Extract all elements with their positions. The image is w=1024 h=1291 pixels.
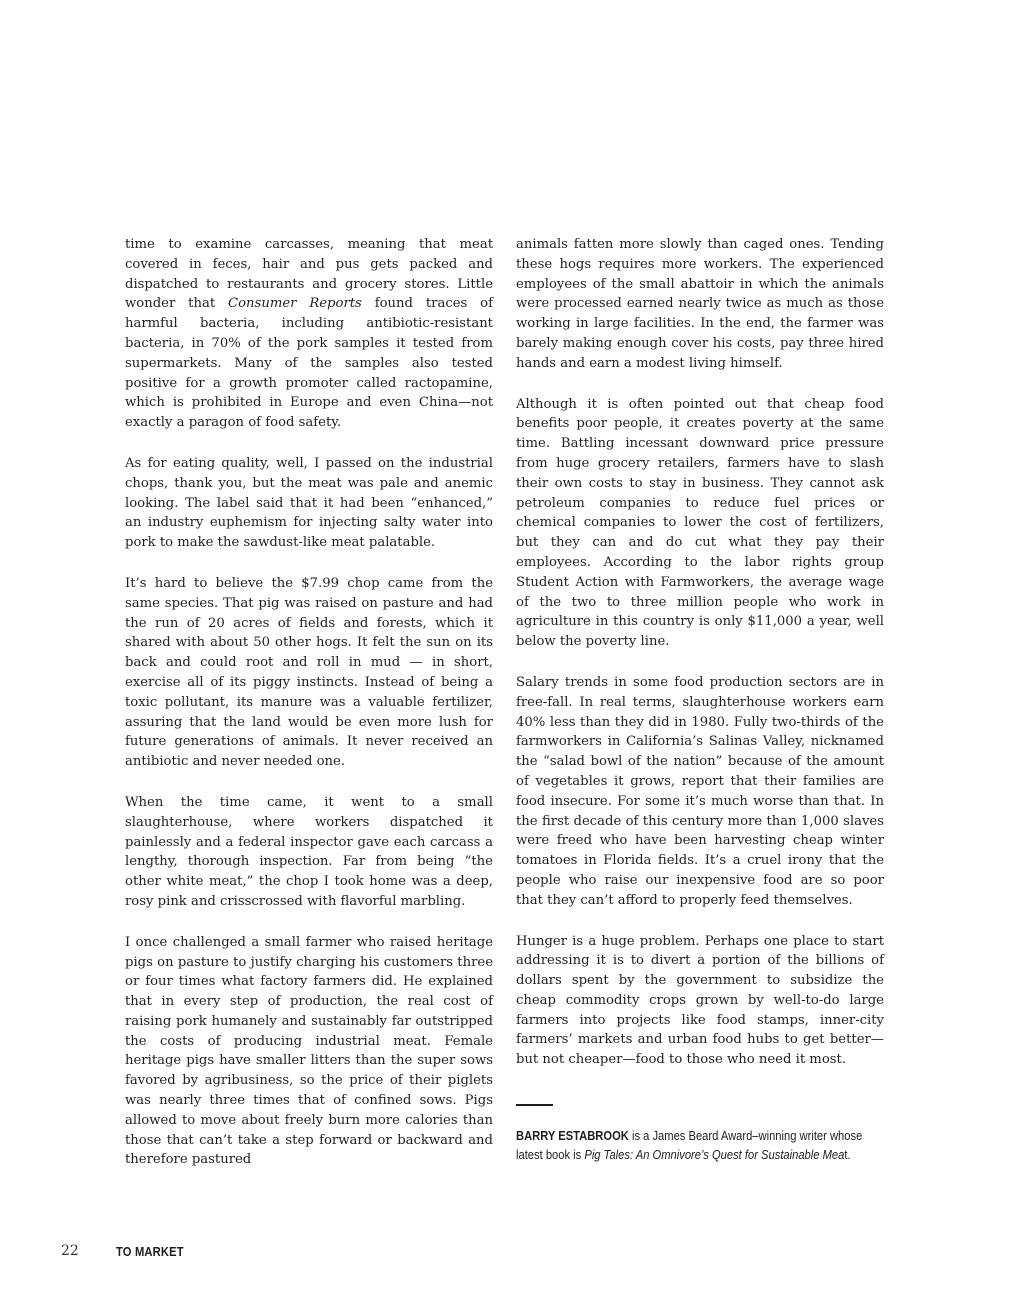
author-bio: BARRY ESTABROOK is a James Beard Award–winning writer whose latest book is Pig Tales: An Omnivore’s Quest for Sustainable Meat.	[516, 1128, 863, 1163]
section-name: TO MARKET	[116, 1244, 184, 1259]
author-name: BARRY ESTABROOK	[516, 1128, 629, 1144]
paragraph: When the time came, it went to a small slaughterhouse, where workers dispatched it painlessly and a federal inspector gave each carcass a lengthy, thorough inspection. Far from being “the other white meat,” the chop I took home was a deep, rosy pink and crisscrossed with flavorful marbling.	[125, 794, 493, 909]
paragraph: I once challenged a small farmer who raised heritage pigs on pasture to justify charging his customers three or four times what factory farmers did. He explained that in every step of production, the real cost of raising pork humanely and sustainably far outstripped the costs of producing industrial meat. Female heritage pigs have smaller litters than the super sows favored by agribusiness, so the price of their piglets was nearly three times that of confined sows. Pigs allowed to move about freely burn more calories than those that can’t take a step forward or backward and therefore pastured	[125, 934, 493, 1168]
paragraph: As for eating quality, well, I passed on the industrial chops, thank you, but the meat was pale and anemic looking. The label said that it had been “enhanced,” an industry euphemism for injecting salty water into pork to make the sawdust-like meat palatable.	[125, 455, 493, 551]
paragraph: Although it is often pointed out that cheap food benefits poor people, it creates poverty at the same time. Battling incessant downward price pressure from huge grocery retailers, farmers have to slash their own costs to stay in business. They cannot ask petroleum companies to reduce fuel prices or chemical companies to lower the cost of fertilizers, but they can and do cut what they pay their employees. According to the labor rights group Student Action with Farmworkers, the average wage of the two to three million people who work in agriculture in this country is only $11,000 a year, well below the poverty line.	[516, 396, 884, 650]
paragraph: animals fatten more slowly than caged ones. Tending these hogs requires more workers. The experienced employees of the small abattoir in which the animals were processed earned nearly twice as much as those working in large facilities. In the end, the farmer was barely making enough cover his costs, pay three hired hands and earn a modest living himself.	[516, 237, 884, 371]
publication-name: Consumer Reports	[228, 296, 362, 312]
bio-divider	[516, 1104, 553, 1106]
book-title: Pig Tales: An Omnivore’s Quest for Sustainable Mea	[584, 1147, 845, 1163]
page-footer	[0, 1243, 1024, 1263]
paragraph: Salary trends in some food production sectors are in free-fall. In real terms, slaughterhouse workers earn 40% less than they did in 1980. Fully two-thirds of the farmworkers in California’s Salinas Valley, nicknamed the “salad bowl of the nation” because of the amount of vegetables it grows, report that their families are food insecure. For some it’s much worse than that. In the first decade of this century more than 1,000 slaves were freed who have been harvesting cheap winter tomatoes in Florida fields. It’s a cruel irony that the people who raise our inexpensive food are so poor that they can’t afford to properly feed themselves.	[516, 674, 884, 908]
paragraph: Hunger is a huge problem. Perhaps one place to start addressing it is to divert a portion of the billions of dollars spent by the government to subsidize the cheap commodity crops grown by well-to-do large farmers into projects like food stamps, inner-city farmers’ markets and urban food hubs to get better—but not cheaper—food to those who need it most.	[516, 933, 884, 1068]
paragraph: It’s hard to believe the $7.99 chop came from the same species. That pig was raised on pasture and had the run of 20 acres of fields and forests, which it shared with about 50 other hogs. It felt the sun on its back and could root and roll in mud — in short, exercise all of its piggy instincts. Instead of being a toxic pollutant, its manure was a valuable fertilizer, assuring that the land would be even more lush for future generations of animals. It never received an antibiotic and never needed one.	[125, 575, 493, 770]
page-number: 22	[61, 1243, 79, 1259]
article-column-right	[516, 235, 884, 1164]
paragraph: time to examine carcasses, meaning that meat covered in feces, hair and pus gets packed and dispatched to restaurants and grocery stores. Little wonder that Consumer Reports found traces of harmful bacteria, including antibiotic-resistant bacteria, in 70% of the pork samples it tested from supermarkets. Many of the samples also tested positive for a growth promoter called ractopamine, which is prohibited in Europe and even China—not exactly a paragon of food safety.	[125, 237, 493, 431]
article-column-left	[125, 235, 493, 1170]
